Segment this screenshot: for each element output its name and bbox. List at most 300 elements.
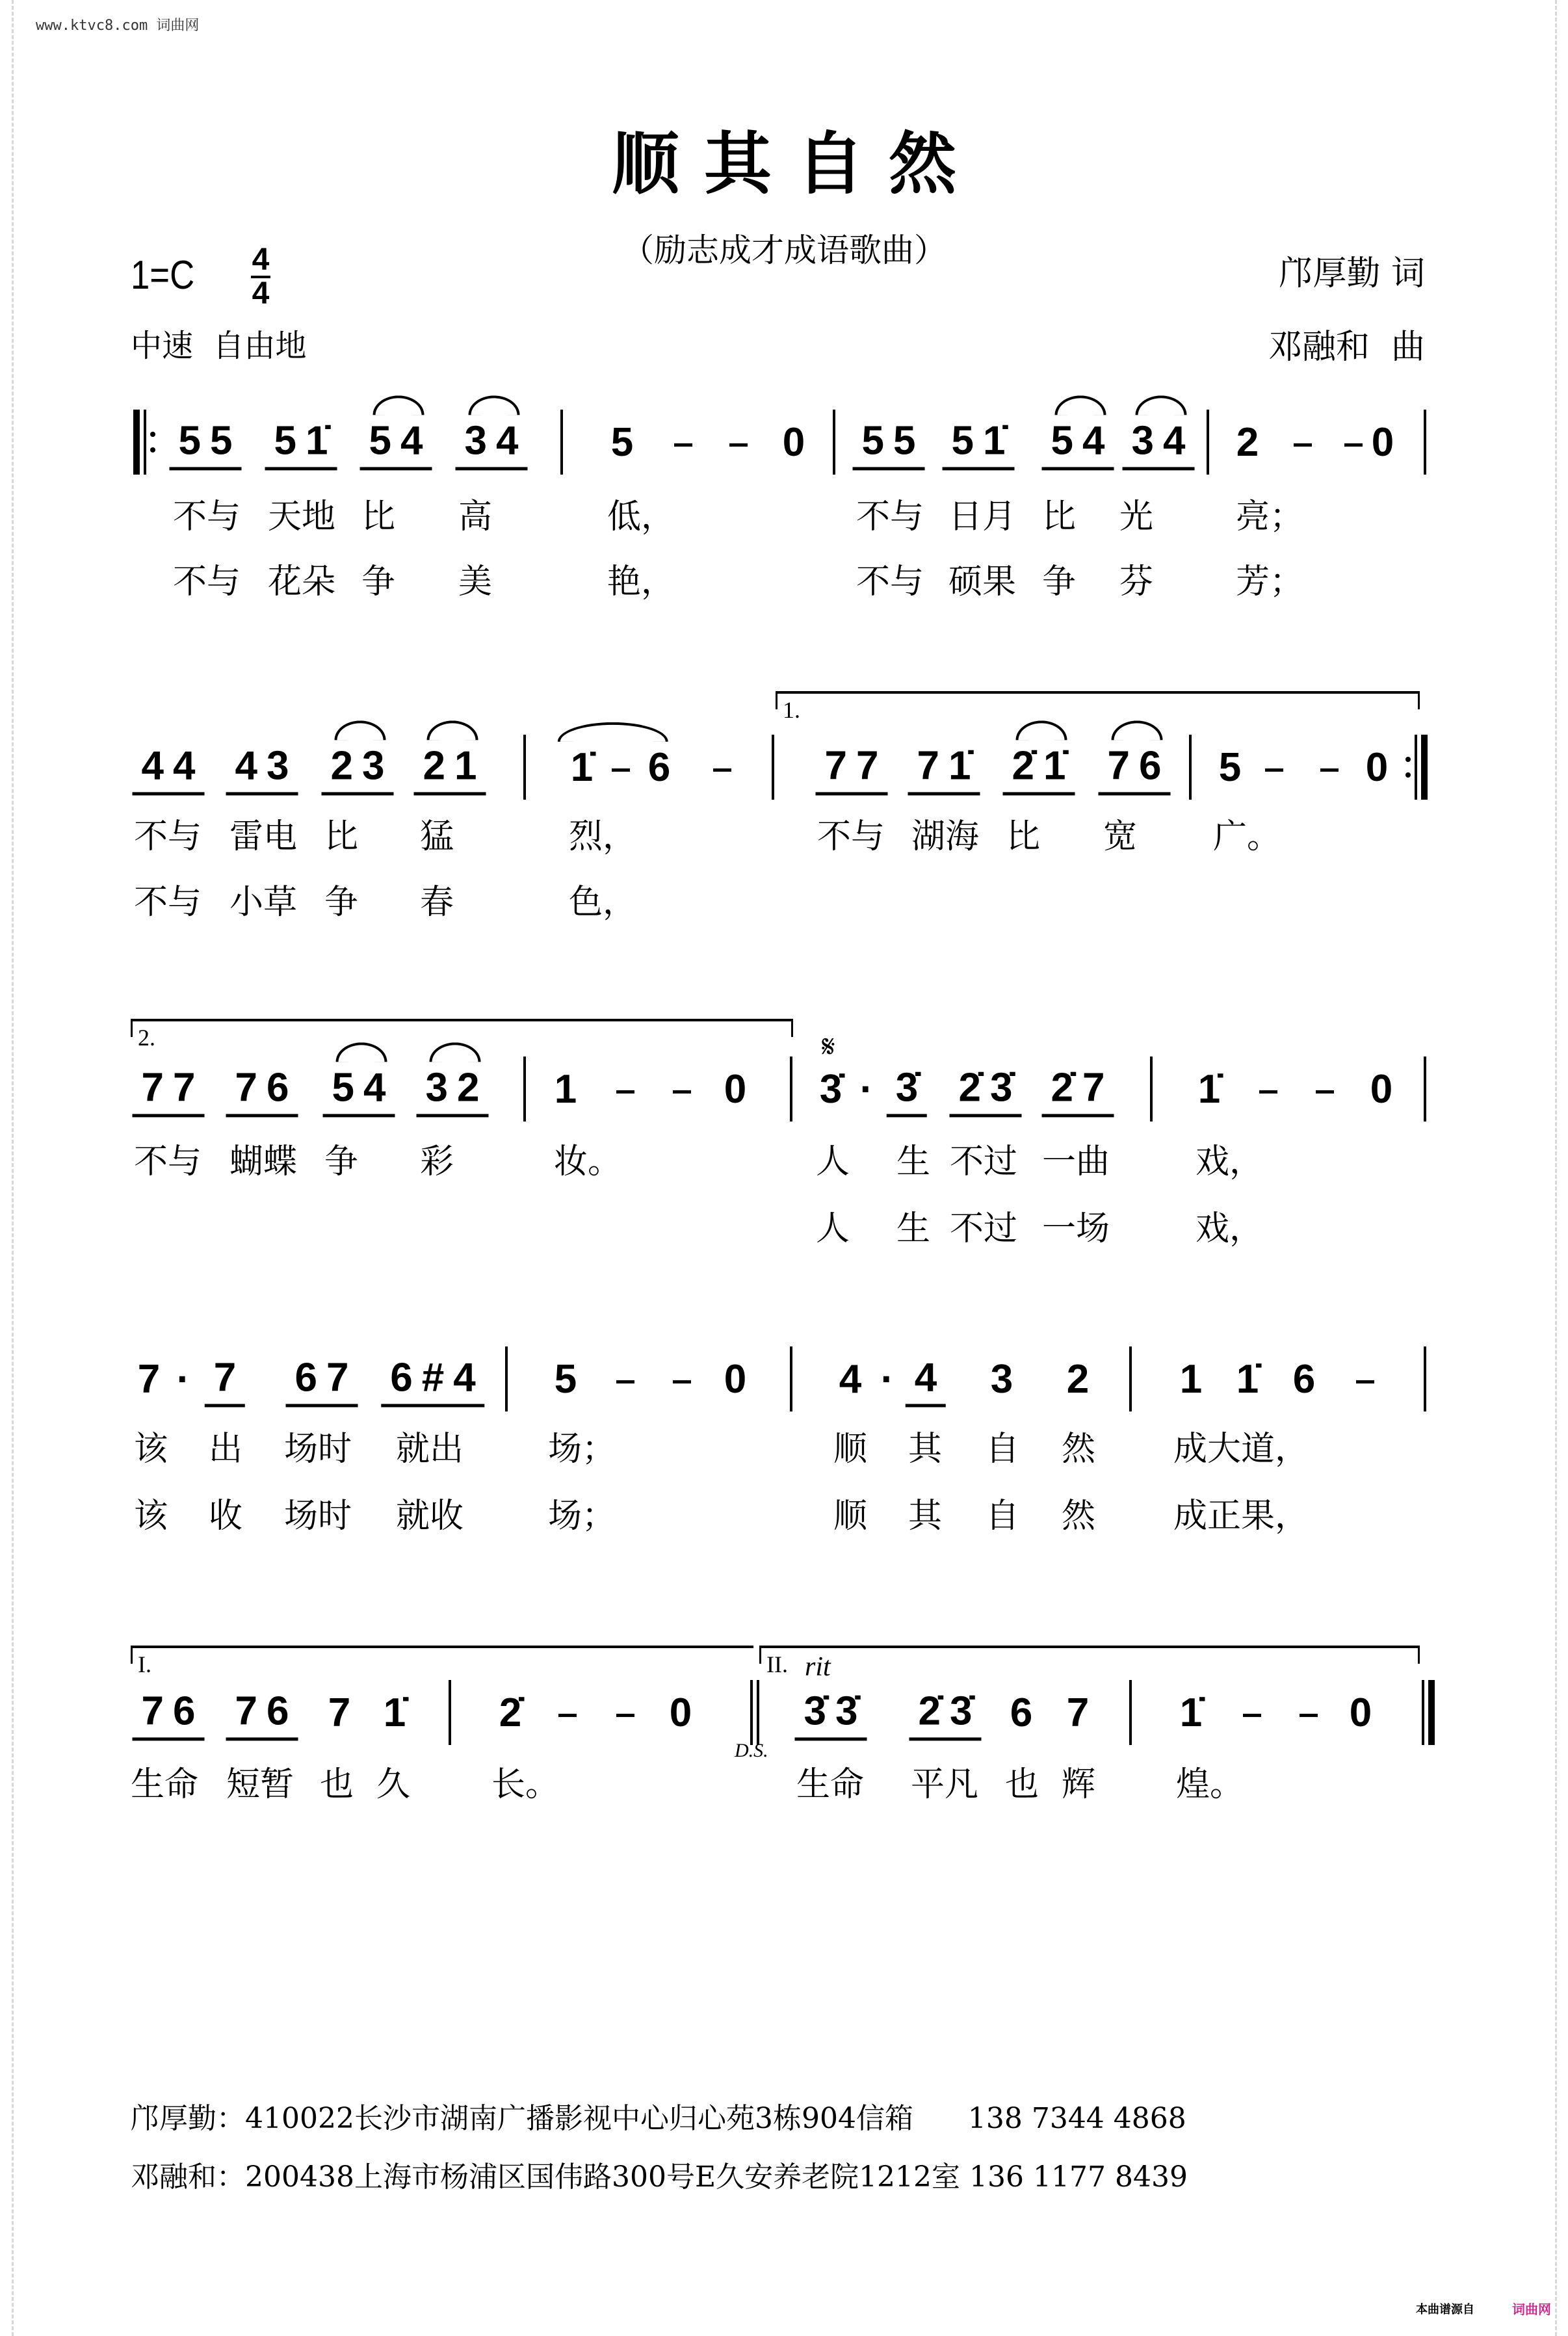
note-text — [720, 415, 748, 469]
note-group — [664, 1062, 691, 1116]
note-text — [639, 741, 679, 794]
note-group — [908, 739, 980, 795]
note-digits: 76 — [235, 1065, 298, 1110]
note-text — [1340, 1686, 1381, 1739]
lyric-syllable: 不与 — [134, 817, 202, 856]
lyric-syllable: 自 — [986, 1497, 1020, 1536]
note-digits: 0 — [1370, 1066, 1402, 1112]
lyric-syllable: 然 — [1062, 1430, 1096, 1469]
bar-stroke — [1129, 1346, 1132, 1411]
lyric-syllable: 小草 — [229, 883, 298, 922]
dot — [1405, 757, 1411, 762]
barline-double — [750, 1680, 759, 1745]
note-text — [1284, 1352, 1324, 1406]
note-digits: 6 — [1292, 1356, 1325, 1402]
note-group — [129, 1352, 169, 1406]
barline-single — [523, 1056, 526, 1122]
note-digits: 7 — [213, 1355, 246, 1400]
lyric-syllable: 该 — [134, 1430, 168, 1469]
song-title: 顺其自然 — [611, 124, 981, 203]
note-digits: 3̇3̇ — [804, 1688, 867, 1734]
lyric-syllable: 比 — [361, 497, 396, 536]
note-text — [950, 1060, 1022, 1117]
note-text — [417, 1060, 489, 1117]
lyric-syllable: 久 — [376, 1765, 411, 1804]
left-dashed-border — [12, 0, 14, 2336]
note-digits: 1 — [554, 1066, 586, 1112]
note-group — [1234, 1686, 1261, 1739]
note-digits: 2 — [1066, 1356, 1099, 1402]
volta-label: 2. — [138, 1025, 155, 1051]
bar-stroke — [523, 1056, 526, 1122]
lyric-syllable: 就收 — [396, 1497, 464, 1536]
note-digits: 71̇ — [917, 743, 980, 789]
barline-single — [449, 1680, 451, 1745]
dot — [150, 447, 155, 453]
lyric-syllable: 湖海 — [911, 817, 980, 856]
lyric-syllable: 然 — [1062, 1497, 1096, 1536]
note-digits: 76 — [235, 1688, 298, 1734]
note-digits: · — [859, 1066, 883, 1112]
repeat-dots — [1405, 735, 1411, 800]
note-group — [795, 1684, 867, 1740]
volta-bracket — [131, 1019, 793, 1051]
lyric-syllable: 花朵 — [268, 562, 336, 601]
bar-stroke — [449, 1680, 451, 1745]
note-digits: 1̇ — [383, 1690, 415, 1735]
note-digits: 1̇ — [1197, 1066, 1230, 1112]
sustain-dash — [713, 768, 731, 772]
note-group — [226, 739, 298, 795]
note-digits: 55 — [861, 418, 925, 464]
note-text — [129, 1352, 169, 1406]
lyric-syllable: 人 — [816, 1142, 850, 1181]
note-text — [226, 1060, 298, 1117]
note-group — [1058, 1352, 1098, 1406]
note-text — [1290, 1686, 1318, 1739]
lyric-syllable: 生命 — [131, 1765, 199, 1804]
note-text — [168, 1352, 200, 1406]
note-text — [607, 1686, 634, 1739]
note-group — [1171, 1686, 1211, 1739]
note-digits: 7 — [137, 1356, 170, 1402]
lyric-syllable: 场时 — [284, 1430, 352, 1469]
barline-final — [1422, 1680, 1435, 1745]
lyric-syllable: 光 — [1119, 497, 1154, 536]
note-group — [319, 1686, 359, 1739]
bar-stroke — [1421, 735, 1428, 800]
barline-single — [1424, 1056, 1426, 1122]
volta-bracket — [776, 691, 1420, 723]
note-group — [286, 1350, 358, 1407]
lyric-syllable: 辉 — [1062, 1765, 1096, 1804]
barline-single — [790, 1056, 792, 1122]
note-group — [381, 1350, 484, 1407]
note-text — [545, 1062, 586, 1116]
sustain-dash — [1265, 768, 1283, 772]
lyric-syllable: 收 — [209, 1497, 243, 1536]
sustain-dash — [1294, 443, 1312, 447]
lyric-syllable: 美 — [458, 562, 493, 601]
note-group — [323, 1060, 395, 1117]
note-group — [133, 1060, 205, 1117]
bar-stroke — [1189, 735, 1192, 800]
time-signature — [251, 243, 270, 311]
note-group — [943, 413, 1015, 470]
note-group — [1284, 1352, 1324, 1406]
note-text — [1234, 1686, 1261, 1739]
lyric-syllable: 成大道， — [1173, 1430, 1309, 1469]
barline-single — [1424, 410, 1426, 475]
note-group — [1256, 741, 1283, 794]
note-digits: 0 — [782, 419, 815, 465]
note-digits: 67 — [294, 1355, 358, 1400]
note-group — [607, 1686, 634, 1739]
bar-stroke — [1129, 1680, 1132, 1745]
note-text — [360, 413, 432, 470]
sustain-dash — [558, 1714, 577, 1717]
lyric-syllable: 比 — [1006, 817, 1041, 856]
sustain-dash — [673, 1090, 691, 1094]
note-group — [1285, 415, 1312, 469]
lyric-syllable: 争 — [324, 883, 359, 922]
lyric-syllable: 出 — [209, 1430, 243, 1469]
barline-repeat-end — [1405, 735, 1428, 800]
note-text — [715, 1062, 755, 1116]
note-group — [830, 1352, 870, 1406]
note-text — [704, 741, 731, 794]
tempo-marking: 中速 自由地 — [131, 328, 307, 364]
note-text — [607, 1352, 634, 1406]
lyric-syllable: 也 — [320, 1765, 354, 1804]
note-group — [816, 739, 888, 795]
note-text — [660, 1686, 701, 1739]
bar-stroke — [1424, 1346, 1426, 1411]
lyric-syllable: 争 — [324, 1142, 359, 1181]
slur-mark — [429, 1042, 480, 1062]
note-text — [545, 1352, 586, 1406]
sustain-dash — [612, 768, 630, 772]
note-digits: 2̇1̇ — [1012, 743, 1075, 789]
lyric-syllable: 生命 — [796, 1765, 865, 1804]
slur-mark — [1111, 720, 1162, 740]
note-text — [830, 1352, 870, 1406]
lyric-syllable: 天地 — [268, 497, 336, 536]
note-group — [1335, 415, 1363, 469]
bar-stroke — [1415, 735, 1417, 800]
sustain-dash — [673, 1380, 691, 1384]
note-text — [603, 741, 630, 794]
slur-mark — [558, 722, 668, 742]
barline-single — [523, 735, 526, 800]
note-digits: 32 — [425, 1065, 489, 1110]
bar-stroke — [144, 410, 146, 475]
bar-stroke — [790, 1346, 792, 1411]
note-digits: 2̇3̇ — [918, 1688, 982, 1734]
lyricist-credit: 邝厚勤 词 — [1279, 254, 1425, 293]
note-group — [1357, 741, 1397, 794]
bar-stroke — [790, 1056, 792, 1122]
note-group — [1042, 413, 1114, 470]
note-digits: 3̇ — [895, 1065, 928, 1110]
note-text — [774, 415, 814, 469]
lyric-syllable: 低， — [607, 497, 675, 536]
lyric-syllable: 宽 — [1103, 817, 1138, 856]
note-text — [1256, 741, 1283, 794]
note-text — [909, 1684, 982, 1740]
lyric-syllable: 不过 — [950, 1142, 1018, 1181]
right-dashed-border — [1555, 0, 1557, 2336]
volta-label: I. — [138, 1651, 151, 1677]
note-digits: 5 — [1218, 744, 1251, 790]
lyric-syllable: 妆。 — [554, 1142, 622, 1181]
barline-single — [833, 410, 835, 475]
bar-stroke — [133, 410, 140, 475]
source-site-link[interactable]: 词曲网 — [1512, 2302, 1551, 2317]
barline-single — [1150, 1056, 1153, 1122]
note-text — [1123, 413, 1195, 470]
note-group — [1250, 1062, 1277, 1116]
ritardando-marking: rit — [805, 1652, 831, 1682]
note-text — [664, 1352, 691, 1406]
note-digits: · — [176, 1356, 200, 1402]
volta-bracket — [131, 1646, 753, 1677]
note-digits: 6#4 — [390, 1355, 485, 1400]
note-group — [851, 1062, 883, 1116]
composer-contact: 邓融和：200438上海市杨浦区国伟路300号E久安养老院1212室 136 1177 8439 — [131, 2160, 1188, 2194]
sustain-dash — [616, 1380, 634, 1384]
note-group — [456, 413, 528, 470]
sustain-dash — [1320, 768, 1339, 772]
note-text — [265, 413, 337, 470]
sustain-dash — [1300, 1714, 1318, 1717]
lyric-syllable: 其 — [908, 1430, 943, 1469]
note-digits: · — [880, 1356, 904, 1402]
note-group — [639, 741, 679, 794]
note-group — [1347, 1352, 1374, 1406]
note-text — [664, 1062, 691, 1116]
note-group — [1058, 1686, 1098, 1739]
note-text — [490, 1686, 530, 1739]
lyric-syllable: 不与 — [134, 1142, 202, 1181]
note-text — [1361, 1062, 1402, 1116]
volta-label: II. — [766, 1651, 788, 1677]
bar-stroke — [1150, 1056, 1153, 1122]
note-text — [1210, 741, 1250, 794]
sustain-dash — [616, 1090, 634, 1094]
note-group — [490, 1686, 530, 1739]
note-text — [906, 1350, 946, 1407]
barline-single — [1424, 1346, 1426, 1411]
note-digits: 6 — [1010, 1690, 1042, 1735]
note-text — [133, 1684, 205, 1740]
dot — [1405, 772, 1411, 778]
note-digits: 1 — [1179, 1356, 1212, 1402]
note-text — [205, 1350, 245, 1407]
site-watermark: www.ktvc8.com 词曲网 — [36, 18, 200, 34]
note-group — [1003, 739, 1075, 795]
bar-stroke — [505, 1346, 508, 1411]
bar-stroke — [1422, 1680, 1424, 1745]
slur-mark — [426, 720, 478, 740]
note-group — [1227, 1352, 1268, 1406]
lyric-syllable: 煌。 — [1176, 1765, 1244, 1804]
note-text — [1042, 1060, 1114, 1117]
note-group — [607, 1062, 634, 1116]
note-group — [602, 415, 642, 469]
composer-credit: 邓融和 曲 — [1268, 328, 1425, 367]
note-text — [286, 1350, 358, 1407]
note-group — [887, 1060, 927, 1117]
note-digits: 76 — [141, 1688, 205, 1734]
note-digits: 4 — [914, 1355, 947, 1400]
lyric-syllable: 自 — [986, 1430, 1020, 1469]
lyric-syllable: 戏， — [1196, 1209, 1264, 1248]
lyric-syllable: 就出 — [396, 1430, 464, 1469]
dal-segno-marking: D.S. — [735, 1740, 768, 1761]
slur-mark — [1135, 395, 1186, 415]
lyric-syllable: 场时 — [284, 1497, 352, 1536]
dot — [150, 432, 155, 437]
barline-single — [1189, 735, 1192, 800]
lyric-syllable: 顺 — [833, 1497, 868, 1536]
barline-single — [1207, 410, 1209, 475]
note-text — [1285, 415, 1312, 469]
note-group — [360, 413, 432, 470]
lyric-syllable: 广。 — [1213, 817, 1281, 856]
note-group — [1340, 1686, 1381, 1739]
lyric-syllable: 高 — [458, 497, 493, 536]
note-text — [381, 1350, 484, 1407]
note-text — [1099, 739, 1171, 795]
lyric-syllable: 该 — [134, 1497, 168, 1536]
note-text — [1357, 741, 1397, 794]
note-group — [549, 1686, 577, 1739]
note-digits: 76 — [1107, 743, 1171, 789]
slur-mark — [334, 720, 385, 740]
note-digits: 1̇ — [1179, 1690, 1212, 1735]
note-text — [1058, 1686, 1098, 1739]
segno-sign: 𝄋 — [822, 1029, 835, 1065]
note-text — [133, 1060, 205, 1117]
lyric-syllable: 顺 — [833, 1430, 868, 1469]
note-text — [1250, 1062, 1277, 1116]
note-digits: 6 — [647, 744, 680, 790]
note-group — [1210, 741, 1250, 794]
bar-stroke — [560, 410, 563, 475]
sustain-dash — [1243, 1714, 1261, 1717]
lyric-syllable: 场； — [548, 1430, 616, 1469]
lyric-syllable: 春 — [420, 883, 454, 922]
note-text — [715, 1352, 755, 1406]
slur-mark — [1015, 720, 1067, 740]
note-text — [1003, 739, 1075, 795]
note-text — [323, 1060, 395, 1117]
song-subtitle: （励志成才成语歌曲） — [621, 231, 947, 269]
lyric-syllable: 不与 — [134, 883, 202, 922]
note-text — [1227, 1352, 1268, 1406]
bar-stroke — [772, 735, 774, 800]
lyric-syllable: 争 — [1042, 562, 1077, 601]
lyric-syllable: 芬 — [1119, 562, 1154, 601]
note-text — [1171, 1352, 1211, 1406]
note-digits: 1̇ — [570, 744, 603, 790]
lyric-syllable: 不与 — [173, 497, 241, 536]
note-digits: 3 — [990, 1356, 1023, 1402]
lyric-syllable: 平凡 — [911, 1765, 979, 1804]
note-group — [1311, 741, 1339, 794]
lyric-syllable: 成正果， — [1173, 1497, 1309, 1536]
note-text — [943, 413, 1015, 470]
note-digits: 5 — [554, 1356, 586, 1402]
note-group — [1001, 1686, 1041, 1739]
note-digits: 43 — [235, 743, 298, 789]
note-digits: 34 — [1131, 418, 1195, 464]
bar-stroke — [523, 735, 526, 800]
note-group — [1099, 739, 1171, 795]
note-group — [660, 1686, 701, 1739]
lyric-syllable: 一曲 — [1042, 1142, 1110, 1181]
bar-stroke — [757, 1680, 759, 1745]
note-group — [715, 1352, 755, 1406]
lyric-syllable: 一场 — [1042, 1209, 1110, 1248]
note-text — [816, 739, 888, 795]
lyric-syllable: 生 — [896, 1209, 931, 1248]
note-digits: 1̇ — [1236, 1356, 1268, 1402]
lyric-syllable: 比 — [1042, 497, 1077, 536]
note-digits: 2̇7 — [1051, 1065, 1114, 1110]
note-group — [664, 1352, 691, 1406]
note-group — [265, 413, 337, 470]
note-text — [665, 415, 692, 469]
sustain-dash — [616, 1714, 634, 1717]
note-text — [170, 413, 242, 470]
note-group — [226, 1684, 298, 1740]
lyric-syllable: 短暂 — [226, 1765, 294, 1804]
barline-repeat-start — [133, 410, 155, 475]
lyric-syllable: 不与 — [856, 497, 924, 536]
note-group — [872, 1352, 904, 1406]
note-group — [603, 741, 630, 794]
note-text — [1335, 415, 1363, 469]
lyric-syllable: 日月 — [948, 497, 1017, 536]
note-text — [1363, 415, 1403, 469]
note-group — [982, 1352, 1022, 1406]
note-group — [811, 1062, 851, 1116]
note-digits: 51̇ — [274, 418, 337, 464]
note-text — [872, 1352, 904, 1406]
note-digits: 54 — [332, 1065, 395, 1110]
note-group — [1123, 413, 1195, 470]
lyric-syllable: 彩 — [420, 1142, 454, 1181]
note-group — [950, 1060, 1022, 1117]
note-text — [607, 1062, 634, 1116]
note-digits: 54 — [1051, 418, 1114, 464]
source-note: 本曲谱源自 — [1416, 2303, 1474, 2316]
repeat-dots — [150, 410, 155, 475]
sustain-dash — [1316, 1090, 1334, 1094]
lyric-syllable: 蝴蝶 — [229, 1142, 298, 1181]
sustain-dash — [1259, 1090, 1277, 1094]
note-group — [1042, 1060, 1114, 1117]
sustain-dash — [1356, 1380, 1374, 1384]
note-digits: 0 — [1371, 419, 1404, 465]
note-group — [1189, 1062, 1229, 1116]
note-group — [1171, 1352, 1211, 1406]
note-digits: 2̇3̇ — [958, 1065, 1022, 1110]
bar-stroke — [1207, 410, 1209, 475]
note-digits: 2 — [1236, 419, 1268, 465]
